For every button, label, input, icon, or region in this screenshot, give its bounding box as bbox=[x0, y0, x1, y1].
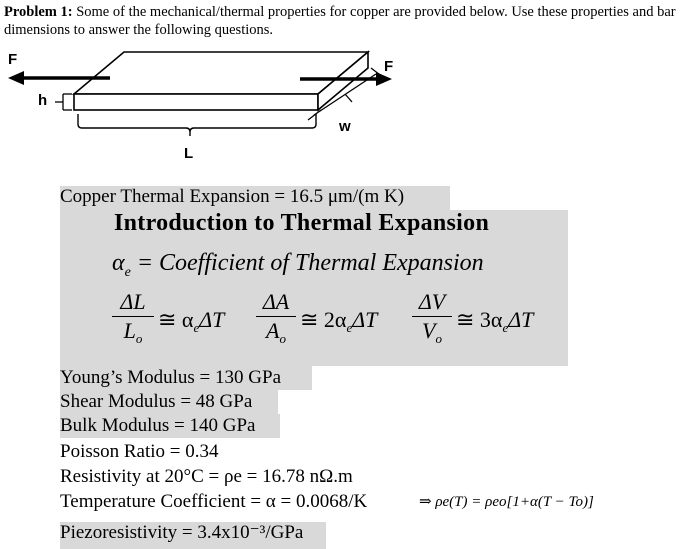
eq3-fraction bbox=[412, 289, 452, 352]
eq1-numerator: ΔL bbox=[120, 289, 146, 314]
piezoresistivity: Piezoresistivity = 3.4x10⁻³/GPa bbox=[60, 522, 304, 543]
shear-modulus: Shear Modulus = 48 GPa bbox=[60, 391, 253, 412]
problem-text: Some of the mechanical/thermal properties for copper are provided below. Use these properties and bar dimensions to answer the following questions. bbox=[4, 4, 676, 38]
length-bracket bbox=[78, 114, 316, 136]
problem-statement bbox=[4, 3, 684, 39]
length-label: L bbox=[184, 145, 194, 162]
width-label: w bbox=[339, 118, 351, 135]
youngs-modulus: Young’s Modulus = 130 GPa bbox=[60, 367, 281, 388]
eq2-numerator: ΔA bbox=[262, 289, 290, 314]
eq3-denominator: V bbox=[422, 318, 436, 343]
coefficient-definition bbox=[112, 250, 484, 281]
expansion-equations bbox=[112, 289, 572, 359]
resistivity-temperature-equation: ⇒ ρe(T) = ρeo[1+α(T − To)] bbox=[419, 494, 594, 510]
eq2-rhs: ≅ $2\alpha_e\Delta T$ bbox=[300, 307, 378, 335]
left-force-arrowhead bbox=[8, 71, 24, 85]
eq3-denominator-sub: o bbox=[435, 331, 442, 346]
bar-diagram bbox=[0, 44, 420, 166]
bar-top-face bbox=[74, 52, 368, 94]
bar-front-face bbox=[74, 94, 318, 110]
temperature-coefficient: Temperature Coefficient = α = 0.0068/K bbox=[60, 491, 368, 512]
eq2-denominator-sub: o bbox=[279, 331, 286, 346]
force-right-label: F bbox=[384, 58, 394, 75]
thermal-expansion-title: Introduction to Thermal Expansion bbox=[114, 210, 490, 236]
eq1-fraction bbox=[112, 289, 154, 352]
coef-symbol: α bbox=[112, 250, 125, 276]
eq1-denominator: L bbox=[123, 318, 136, 343]
coef-symbol-sub: e bbox=[124, 264, 131, 280]
coef-text: = Coefficient of Thermal Expansion bbox=[130, 250, 484, 276]
force-left-label: F bbox=[8, 51, 18, 68]
eq3-numerator: ΔV bbox=[418, 289, 446, 314]
eq3-rhs: ≅ $3\alpha_e\Delta T$ bbox=[456, 307, 534, 335]
resistivity: Resistivity at 20°C = ρe = 16.78 nΩ.m bbox=[60, 466, 353, 487]
eq1-denominator-sub: o bbox=[135, 331, 143, 346]
problem-label: Problem 1: bbox=[4, 4, 73, 20]
thermal-expansion-line: Copper Thermal Expansion = 16.5 μm/(m K) bbox=[60, 186, 405, 207]
eq2-fraction bbox=[256, 289, 296, 352]
poisson-ratio: Poisson Ratio = 0.34 bbox=[60, 441, 219, 462]
bulk-modulus: Bulk Modulus = 140 GPa bbox=[60, 415, 256, 436]
eq1-rhs: ≅ $\alpha_e\Delta T$ bbox=[158, 307, 225, 335]
eq2-denominator: A bbox=[266, 318, 280, 343]
height-label: h bbox=[38, 92, 48, 109]
